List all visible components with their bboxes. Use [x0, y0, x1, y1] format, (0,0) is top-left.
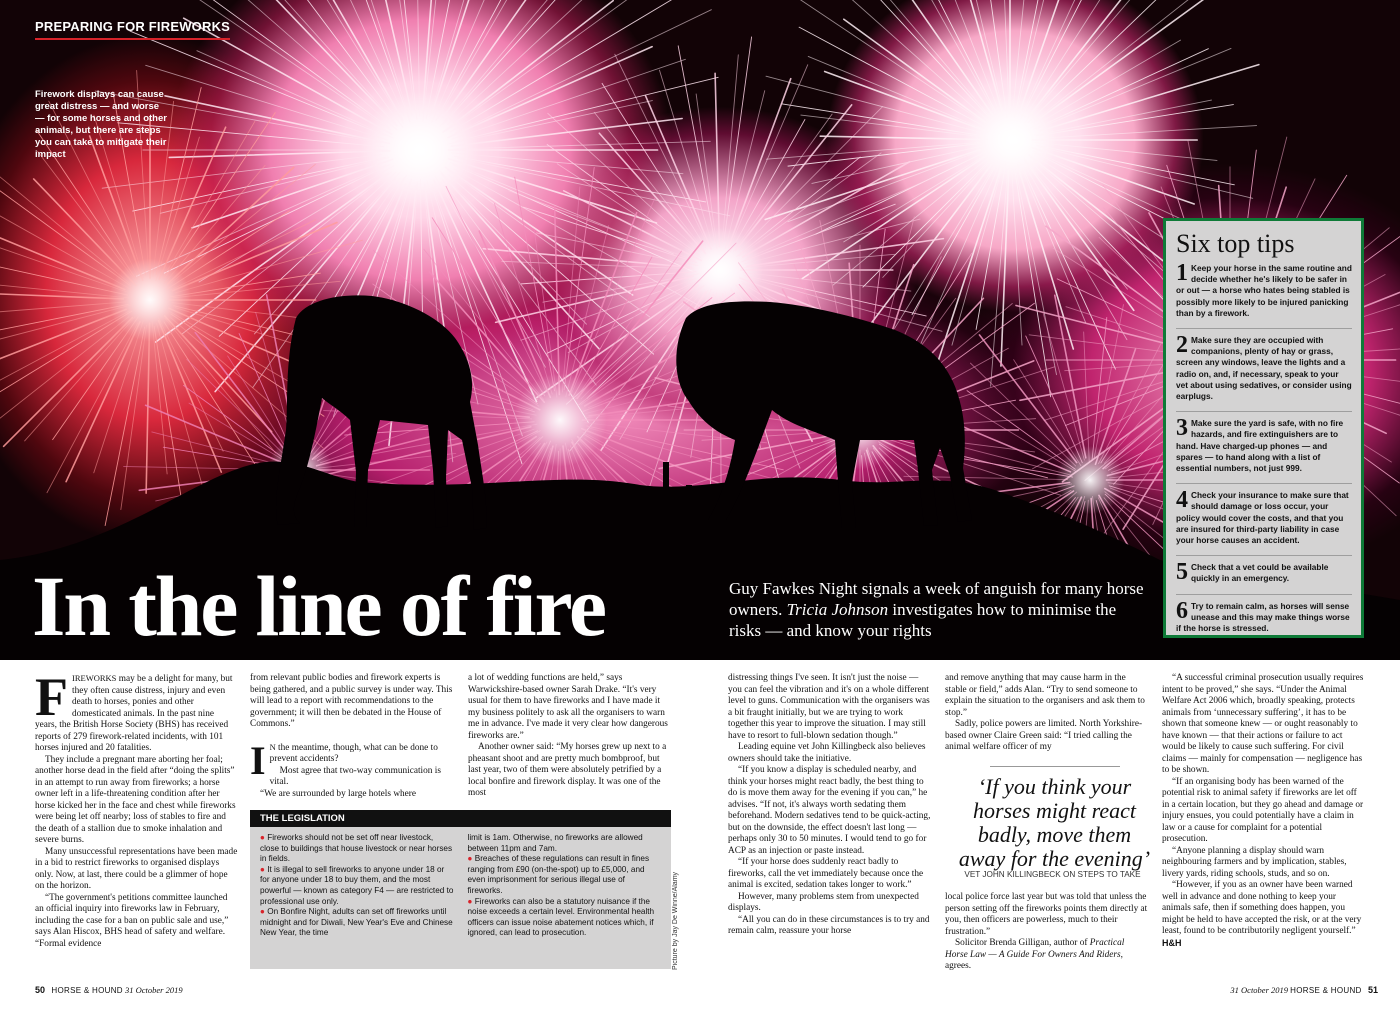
- pullquote-rule: [990, 766, 1120, 767]
- firework-streak: [1019, 162, 1086, 323]
- firework-streak: [176, 240, 363, 293]
- firework-streak: [1026, 336, 1083, 463]
- article-column-6: [1162, 673, 1365, 950]
- firework-streak: [38, 151, 137, 282]
- firework-streak: [170, 220, 316, 291]
- tip-item: [1176, 559, 1352, 594]
- paragraph: Another owner said: “My horses grew up next to a pheasant shoot and are pretty much bombproof, but last year, two of them were absolutely petrified by a local bonfire and firework display. It was one of the most: [468, 742, 667, 798]
- firework-streak: [788, 143, 983, 166]
- page-number-left: 50: [35, 985, 46, 995]
- paragraph: “If you know a display is scheduled nearby, and think your horses might react badly, the best thing to do is move them away for the evening if you can,” he advises. “If not, it's always worth sedating them beforehand. Modern sedatives tend to be quick-acting, but on the downside, the effect doesn't last long — perhaps only 30 to 50 minutes. I would tend to go for ACP as an injection or paste instead.: [728, 765, 931, 856]
- headline: In the line of fire: [32, 558, 605, 654]
- legislation-text: On Bonfire Night, adults can set off fireworks until midnight and for Diwali, New Year's Eve and Chinese New Year, the time: [260, 907, 453, 938]
- legislation-item: [260, 833, 454, 865]
- paragraph-text: may be a delight for many, but they often cause distress, injury and even death to horses, ponies and other domesticated animals. In the past nine years, the British Horse Society (BHS) has received reports of 279 firework-related incidents, with 101 horses injured and 20 fatalities.: [35, 674, 233, 753]
- firework-streak: [451, 0, 675, 132]
- firework-streak: [66, 322, 140, 482]
- firework-streak: [152, 321, 167, 474]
- firework-streak: [1034, 49, 1209, 129]
- bullet-icon: ●: [260, 907, 268, 917]
- legislation-body: [250, 827, 671, 939]
- paragraph: “If an organising body has been warned of the potential risk to animal safety if fireworks are let off in a certain location, but they go ahead and damage or injury ensues, you could potentially have a claim in law or a cause for complaint for a potential prosecution.: [1162, 776, 1364, 844]
- legislation-text: Breaches of these regulations can result in fines ranging from £90 (on-the-spot) up to £5,000, and even imprisonment for serious illegal use of fireworks.: [467, 854, 650, 895]
- firework-streak: [448, 47, 652, 138]
- paragraph: However, many problems stem from unexpected displays.: [728, 891, 919, 913]
- paragraph: [35, 667, 238, 755]
- firework-core: [677, 227, 763, 313]
- tip-number: 1: [1176, 260, 1188, 286]
- pull-quote-attribution: VET JOHN KILLINGBECK ON STEPS TO TAKE: [964, 870, 1141, 879]
- firework-streak: [451, 118, 682, 146]
- firework-streak: [443, 0, 612, 124]
- firework-streak: [1030, 40, 1180, 128]
- paragraph: Sadly, police powers are limited. North Yorkshire-based owner Claire Green said: “I tried calling the animal welfare officer of my: [945, 719, 1143, 752]
- firework-streak: [594, 112, 705, 251]
- article-column-4: [728, 673, 931, 938]
- firework-streak: [0, 317, 129, 440]
- firework-core: [963, 93, 1057, 187]
- paragraph: from relevant public bodies and firework experts is being gathered, and a public survey is under way. This will lead to a report with recommendations to the government; it will then be debated in the House of Commons.”: [250, 673, 453, 729]
- firework-streak: [121, 325, 147, 509]
- firework-streak: [154, 326, 185, 520]
- legislation-item: [468, 854, 662, 896]
- firework-streak: [1037, 145, 1234, 184]
- paragraph: “The government's petitions committee launched an official inquiry into fireworks law in February, including the case for a ban on public sale and use,” says Alan Hiscox, BHS head of safety and welfare. “Formal evidence: [35, 892, 229, 949]
- article-column-2: [250, 673, 453, 800]
- firework-streak: [765, 150, 980, 220]
- article-column-3: [468, 673, 671, 800]
- firework-core: [109, 259, 192, 342]
- firework-streak: [105, 327, 144, 526]
- legislation-column-right: [468, 833, 662, 939]
- firework-streak: [799, 27, 985, 126]
- firework-streak: [4, 318, 133, 447]
- firework-streak: [169, 151, 390, 158]
- firework-streak: [844, 152, 990, 242]
- page-number-right: 51: [1367, 985, 1378, 995]
- firework-streak: [1040, 65, 1259, 131]
- paragraph: “Anyone planning a display should warn neighbouring farmers and by implication, stables, livery yards, riding schools, studs, and so on.: [1162, 845, 1347, 879]
- firework-streak: [164, 165, 265, 283]
- legislation-item: [260, 865, 454, 907]
- firework-streak: [825, 71, 988, 131]
- firework-streak: [0, 304, 128, 336]
- magazine-name-left: HORSE & HOUND: [51, 986, 123, 995]
- firework-streak: [733, 114, 832, 251]
- firework-core: [1056, 446, 1124, 514]
- tip-text: Make sure they are occupied with companions, plenty of hay or grass, screen any windows, leave the lights and a radio on, and, if necessary, speak to your vet about using sedatives, or consider using earplugs.: [1176, 335, 1352, 402]
- drop-cap: F: [35, 667, 68, 727]
- firework-streak: [569, 213, 636, 395]
- firework-streak: [165, 318, 275, 453]
- paragraph: Many unsuccessful representations have been made in a bid to restrict fireworks to organised displays only. Now, at last, there could be a glimmer of hope on the horizon.: [35, 846, 238, 891]
- issue-date-left: 31 October 2019: [124, 985, 183, 995]
- firework-core: [513, 373, 607, 467]
- firework-streak: [0, 291, 124, 299]
- firework-streak: [34, 179, 136, 286]
- section-label: PREPARING FOR FIREWORKS: [35, 19, 230, 40]
- paragraph: Leading equine vet John Killingbeck also believes owners should take the initiative.: [728, 742, 926, 764]
- paragraph: “A successful criminal prosecution usually requires intent to be proved,” she says. “Under the Animal Welfare Act 2006 which, broadly speaking, protects animals from ‘unnecessary suffering’, it has to be shown that someone knew — or ought reasonably to have known — that their actions or failure to act would be likely to cause such suffering. For civil claims — mainly for compensation — negligence has to be shown.: [1162, 673, 1364, 775]
- firework-streak: [1023, 167, 1116, 369]
- legislation-item: [468, 897, 662, 939]
- legislation-item: [260, 907, 454, 939]
- firework-streak: [938, 167, 1002, 363]
- paragraph: distressing things I've seen. It isn't just the noise — you can feel the vibration and it's on a whole different level to guns. Communication with the organisers was a bit fraught initially, but we are trying to work together this year to improve the situation. I may still have to resort to full-blown sedation though.”: [728, 673, 930, 741]
- firework-streak: [184, 385, 287, 459]
- firework-core: [361, 91, 480, 210]
- book-title: Practical Horse Law — A Guide For Owners And Riders: [945, 938, 1125, 960]
- firework-streak: [743, 273, 911, 292]
- bullet-icon: ●: [260, 864, 268, 874]
- paragraph: local police force last year but was told that unless the person setting off the fireworks points them directly at you, then officers are powerless, much to their frustration.”: [945, 892, 1148, 937]
- article-column-5-bottom: [945, 892, 1148, 973]
- firework-streak: [173, 281, 340, 297]
- legislation-text: Fireworks should not be set off near livestock, close to buildings that house livestock or near horses in fields.: [260, 833, 453, 864]
- tips-title: Six top tips: [1176, 229, 1295, 258]
- tip-text: Make sure the yard is safe, with no fire hazards, and fire extinguishers are to hand. Have charged-up phones — and spares — to hand along with a list of essential numbers, not just 999.: [1176, 418, 1344, 474]
- firework-streak: [747, 239, 944, 267]
- tip-number: 5: [1176, 559, 1188, 586]
- footer-left: [35, 985, 183, 995]
- firework-streak: [1037, 105, 1234, 136]
- firework-streak: [820, 136, 987, 139]
- firework-streak: [25, 317, 135, 441]
- firework-streak: [781, 104, 982, 136]
- paragraph: “If your horse does suddenly react badly to fireworks, call the vet immediately because once the animal is excited, sedation takes longer to work.”: [728, 857, 924, 890]
- tip-number: 2: [1176, 332, 1188, 359]
- firework-streak: [1037, 48, 1231, 129]
- paragraph: and remove anything that may cause harm in the stable or field,” adds Alan. “Try to send someone to explain the situation to the organisers and ask them to stop.”: [945, 673, 1145, 718]
- tip-text: Check that a vet could be available quickly in an emergency.: [1191, 562, 1329, 584]
- tip-number: 3: [1176, 415, 1188, 442]
- firework-streak: [1001, 167, 1009, 366]
- firework-streak: [1028, 0, 1162, 122]
- paragraph: They include a pregnant mare aborting her foal; another horse dead in the field after “doing the splits” in an attempt to run away from fireworks; a horse owner left in a life-threatening condition after her horse kicked her in the face and chest while fireworks were being let off nearby; loss of stables to fire and the death of a stallion due to smoke inhalation and severe burns.: [35, 754, 236, 845]
- paragraph: “All you can do in these circumstances is to try and remain calm, reassure your horse: [728, 914, 930, 936]
- article-column-5-top: [945, 673, 1148, 754]
- signoff: H&H: [1162, 937, 1182, 948]
- paragraph-text: “However, if you as an owner have been warned well in advance and done nothing to keep your animals safe, then if something does happen, you might be held to have accepted the risk, or at the very least, found to be contributorily negligent yourself.”: [1162, 880, 1362, 936]
- firework-streak: [170, 164, 316, 283]
- tip-text: Try to remain calm, as horses will sense unease and this may make things worse if the horse is stressed.: [1176, 600, 1350, 634]
- legislation-text: Fireworks can also be a statutory nuisance if the noise exceeds a certain level. Environmental health officers can issue noise abatement notices which, if ignored, can lead to prosecution.: [467, 896, 655, 938]
- firework-streak: [1019, 0, 1087, 113]
- firework-streak: [740, 107, 883, 251]
- paragraph: [1162, 880, 1365, 950]
- legislation-continued: limit is 1am. Otherwise, no fireworks are allowed between 11pm and 7am.: [467, 833, 643, 853]
- legislation-column-left: [260, 833, 454, 939]
- firework-streak: [1024, 164, 1127, 340]
- firework-streak: [1032, 0, 1192, 123]
- firework-streak: [715, 73, 719, 246]
- firework-streak: [1084, 332, 1090, 462]
- bullet-icon: ●: [467, 896, 475, 906]
- firework-streak: [883, 436, 1048, 478]
- intro-caption: Firework displays can cause great distress — and worse — for some horses and other animals, but there are steps you can take to mitigate their impact: [35, 89, 167, 160]
- photo-credit: Picture by Jay De Winne/Alamy: [672, 871, 679, 970]
- firework-streak: [728, 79, 790, 247]
- fence-post: [686, 485, 692, 515]
- firework-streak: [456, 77, 718, 141]
- six-tips-box: [1163, 218, 1364, 638]
- magazine-name-right: HORSE & HOUND: [1290, 986, 1362, 995]
- footer-right: [1230, 985, 1378, 995]
- firework-streak: [564, 168, 594, 390]
- paragraph: “We are surrounded by large hotels where: [260, 788, 417, 799]
- firework-streak: [1030, 157, 1180, 285]
- standfirst-text-end: investigates how to minimise the risks — and know your rights: [729, 600, 1117, 640]
- firework-streak: [979, 335, 1076, 463]
- firework-streak: [1015, 171, 1051, 397]
- firework-streak: [842, 0, 989, 118]
- tip-number: 4: [1176, 487, 1188, 514]
- firework-streak: [766, 142, 980, 159]
- bullet-icon: ●: [260, 833, 268, 842]
- legislation-text: It is illegal to sell fireworks to anyone under 18 or for anyone under 18 to buy them, and the most powerful — known as category F4 — are restricted to professional use only.: [260, 864, 454, 906]
- paragraph: [945, 938, 1148, 973]
- paragraph: a lot of wedding functions are held,” says Warwickshire-based owner Sarah Drake. “It's very usual for them to have fireworks and I have made it my business politely to ask all the organisers to warn me in advance. I've made it very clear how dangerous fireworks are.”: [468, 673, 668, 741]
- bullet-icon: ●: [467, 854, 475, 864]
- firework-streak: [441, 174, 598, 349]
- paragraph: Most agree that two-way communication is vital.: [269, 765, 441, 787]
- legislation-panel: [250, 810, 671, 969]
- firework-streak: [1024, 158, 1127, 289]
- standfirst-text: Guy Fawkes Night signals a week of anguish for many horse owners.: [729, 579, 1144, 619]
- paragraph-text: Solicitor Brenda Gilligan, author of: [955, 938, 1090, 948]
- paragraph-text: the meantime, though, what can be done to prevent accidents?: [269, 742, 438, 764]
- fence-post: [663, 462, 669, 500]
- firework-streak: [1034, 0, 1214, 122]
- firework-streak: [157, 324, 206, 497]
- firework-streak: [844, 19, 990, 125]
- firework-streak: [47, 323, 138, 493]
- firework-streak: [841, 0, 990, 122]
- standfirst: [729, 578, 1149, 641]
- firework-streak: [443, 0, 610, 118]
- firework-streak: [615, 54, 708, 244]
- firework-streak: [94, 321, 143, 473]
- firework-streak: [724, 37, 752, 242]
- tip-text: Keep your horse in the same routine and decide whether he's likely to be safer in or out — a horse who hates being stabled is possibly more likely to be injured panicking than by a firework.: [1176, 263, 1352, 318]
- issue-date-right: 31 October 2019: [1230, 985, 1289, 995]
- tip-item: [1176, 597, 1352, 644]
- paragraph-text-end: , agrees.: [945, 949, 1123, 971]
- firework-streak: [159, 318, 223, 451]
- firework-streak: [197, 51, 393, 138]
- firework-streak: [1025, 160, 1134, 310]
- firework-streak: [146, 323, 149, 493]
- tips-list: [1176, 260, 1352, 643]
- drop-cap: I: [250, 737, 266, 783]
- tip-item: [1176, 332, 1352, 412]
- tip-number: 6: [1176, 597, 1188, 624]
- firework-streak: [163, 121, 255, 278]
- lead-caps: IREWORKS: [72, 673, 117, 683]
- firework-streak: [1030, 161, 1179, 316]
- tip-text: Check your insurance to make sure that should damage or loss occur, your policy would cover the costs, and that you are insured for third-party liability in case your horse causes an accident.: [1176, 490, 1349, 546]
- legislation-title: THE LEGISLATION: [250, 810, 671, 827]
- article-column-1: [35, 667, 238, 950]
- tip-item: [1176, 487, 1352, 556]
- tip-item: [1176, 260, 1352, 329]
- byline: Tricia Johnson: [786, 600, 889, 619]
- tip-item: [1176, 415, 1352, 484]
- pull-quote: ‘If you think your horses might react badly, move them away for the evening’: [958, 774, 1151, 871]
- firework-streak: [1039, 147, 1253, 198]
- lead-caps: N: [269, 741, 276, 752]
